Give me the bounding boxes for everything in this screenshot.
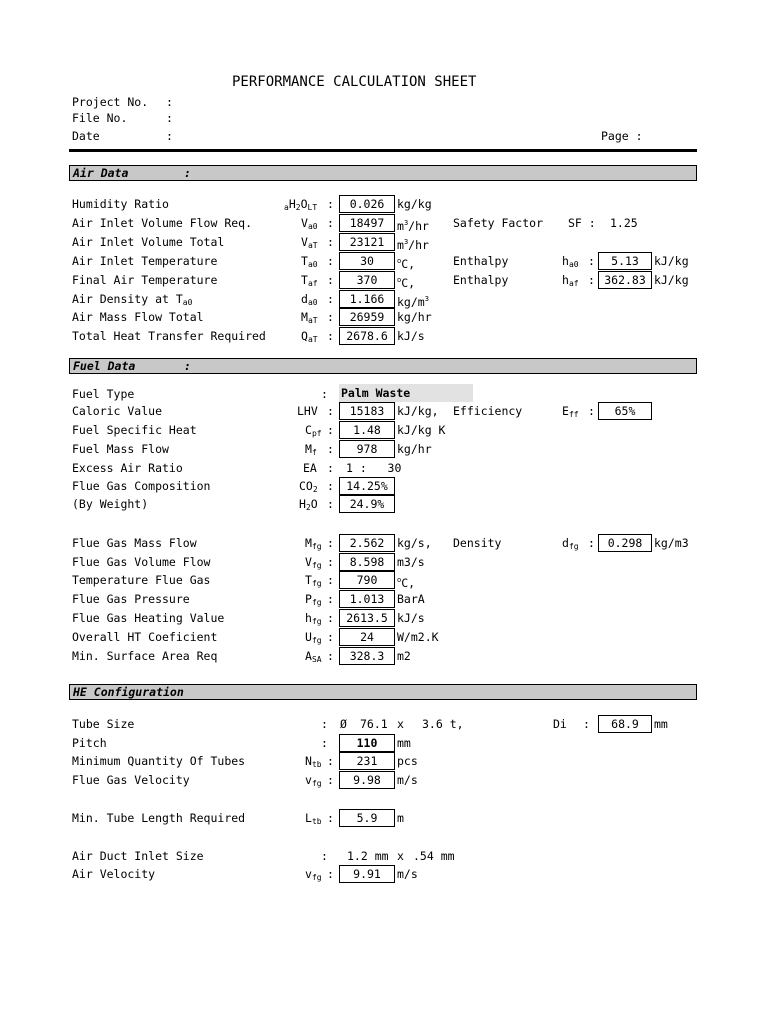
heat-label: Total Heat Transfer Required (72, 329, 266, 343)
enthalpy1-unit: kJ/kg (654, 254, 689, 268)
fg-heating-value: 2613.5 (339, 609, 395, 627)
fg-temp-label: Temperature Flue Gas (72, 573, 211, 587)
section-title-he: HE Configuration (73, 685, 184, 699)
efficiency-value: 65% (598, 402, 652, 420)
safety-factor-symbol: SF : (568, 216, 596, 230)
specific-heat-label: Fuel Specific Heat (72, 423, 197, 437)
co2-label: Flue Gas Composition (72, 479, 211, 493)
humidity-value: 0.026 (339, 195, 395, 213)
duct-size-b: .54 mm (413, 849, 455, 863)
colon: : (321, 849, 328, 863)
excess-air-label: Excess Air Ratio (72, 461, 183, 475)
colon: : (327, 536, 334, 550)
fg-density-unit: kg/m3 (654, 536, 689, 550)
colon: : (327, 273, 334, 287)
header-divider (69, 149, 697, 152)
h2o-symbol: $H_2O$ (299, 497, 318, 512)
min-tubes-label: Minimum Quantity Of Tubes (72, 754, 246, 768)
fg-vol-value: 8.598 (339, 553, 395, 571)
surface-symbol: $A_{SA}$ (305, 649, 322, 664)
vol-total-value: 23121 (339, 233, 395, 251)
enthalpy1-label: Enthalpy (453, 254, 509, 268)
fuel-mass-flow-symbol: $M_f$ (305, 442, 317, 457)
fg-vol-unit: m3/s (397, 555, 425, 569)
pitch-unit: mm (397, 736, 411, 750)
colon: : (327, 197, 334, 211)
enthalpy2-unit: kJ/kg (654, 273, 689, 287)
colon: : (327, 555, 334, 569)
heat-unit: kJ/s (397, 329, 425, 343)
tube-length-symbol: $L_{tb}$ (305, 811, 322, 826)
enthalpy1-value: 5.13 (598, 252, 652, 270)
file-no-colon: : (166, 111, 173, 125)
colon: : (327, 630, 334, 644)
vol-req-value: 18497 (339, 214, 395, 232)
tube-length-unit: m (397, 811, 404, 825)
density-symbol: $d_{a0}$ (301, 292, 318, 307)
humidity-label: Humidity Ratio (72, 197, 169, 211)
heat-value: 2678.6 (339, 327, 395, 345)
vol-total-unit: $m^3/hr$ (397, 238, 429, 252)
fuel-type-label: Fuel Type (72, 387, 135, 401)
section-colon: : (184, 166, 191, 180)
date-colon: : (166, 129, 173, 143)
colon: : (588, 404, 595, 418)
fg-velocity-unit: m/s (397, 773, 418, 787)
co2-value: 14.25% (339, 477, 395, 495)
enthalpy2-label: Enthalpy (453, 273, 509, 287)
caloric-unit: kJ/kg, (397, 404, 439, 418)
colon: : (327, 423, 334, 437)
colon: : (327, 811, 334, 825)
colon: : (321, 387, 328, 401)
section-bar-he (69, 684, 697, 700)
colon: : (327, 754, 334, 768)
date-label: Date (72, 129, 100, 143)
fg-velocity-value: 9.98 (339, 771, 395, 789)
specific-heat-symbol: $C_{pf}$ (305, 423, 322, 438)
colon: : (327, 573, 334, 587)
humidity-unit: kg/kg (397, 197, 432, 211)
colon: : (327, 867, 334, 881)
colon: : (327, 461, 334, 475)
tube-length-value: 5.9 (339, 809, 395, 827)
colon: : (321, 717, 328, 731)
colon: : (327, 611, 334, 625)
colon: : (327, 773, 334, 787)
di-label: Di (553, 717, 567, 731)
fg-density-symbol: $d_{fg}$ (562, 536, 579, 551)
air-velocity-symbol: $v_{fg}$ (305, 867, 322, 882)
fuel-mass-flow-unit: kg/hr (397, 442, 432, 456)
di-value: 68.9 (598, 715, 652, 733)
fg-temp-symbol: $T_{fg}$ (305, 573, 322, 588)
ht-coef-value: 24 (339, 628, 395, 646)
density-unit: $kg/m^3$ (397, 295, 429, 309)
project-no-colon: : (166, 95, 173, 109)
density-value: 1.166 (339, 290, 395, 308)
final-temp-value: 370 (339, 271, 395, 289)
fuel-mass-flow-value: 978 (339, 440, 395, 458)
safety-factor-label: Safety Factor (453, 216, 544, 230)
fuel-type-value: Palm Waste (339, 384, 473, 402)
colon: : (327, 216, 334, 230)
min-tubes-symbol: $N_{tb}$ (305, 754, 322, 769)
caloric-value: 15183 (339, 402, 395, 420)
tube-thickness-value: 3.6 t, (422, 717, 464, 731)
vol-req-unit: $m^3/hr$ (397, 219, 429, 233)
fg-velocity-symbol: $v_{fg}$ (305, 773, 322, 788)
fuel-mass-flow-label: Fuel Mass Flow (72, 442, 169, 456)
section-title-fuel: Fuel Data (73, 359, 136, 373)
vol-total-symbol: $V_{aT}$ (301, 235, 318, 250)
file-no-label: File No. (72, 111, 128, 125)
air-velocity-unit: m/s (397, 867, 418, 881)
specific-heat-value: 1.48 (339, 421, 395, 439)
colon: : (583, 717, 590, 731)
ht-coef-label: Overall HT Coeficient (72, 630, 218, 644)
air-velocity-label: Air Velocity (72, 867, 156, 881)
duct-label: Air Duct Inlet Size (72, 849, 204, 863)
safety-factor-value: 1.25 (610, 216, 638, 230)
colon: : (327, 592, 334, 606)
enthalpy2-symbol: $h_{af}$ (562, 273, 579, 288)
final-temp-label: Final Air Temperature (72, 273, 218, 287)
di-unit: mm (654, 717, 668, 731)
final-temp-unit: $^o$C, (397, 276, 416, 290)
duct-size-x: x (397, 849, 404, 863)
air-velocity-value: 9.91 (339, 865, 395, 883)
fg-mass-value: 2.562 (339, 534, 395, 552)
pitch-label: Pitch (72, 736, 107, 750)
fg-pressure-value: 1.013 (339, 590, 395, 608)
air-mass-flow-value: 26959 (339, 308, 395, 326)
fg-density-label: Density (453, 536, 502, 550)
air-mass-flow-label: Air Mass Flow Total (72, 310, 204, 324)
final-temp-symbol: $T_{af}$ (301, 273, 318, 288)
heat-symbol: $Q_{aT}$ (301, 329, 318, 344)
colon: : (327, 329, 334, 343)
section-title-air: Air Data (73, 166, 129, 180)
caloric-symbol: LHV (297, 404, 318, 418)
colon: : (327, 310, 334, 324)
inlet-temp-unit: $^o$C, (397, 257, 416, 271)
excess-air-value: 1 : 30 (346, 461, 402, 475)
excess-air-symbol: EA (303, 461, 317, 475)
tube-od-value: 76.1 (360, 717, 388, 731)
colon: : (588, 536, 595, 550)
colon: : (327, 254, 334, 268)
tube-size-label: Tube Size (72, 717, 135, 731)
caloric-label: Caloric Value (72, 404, 163, 418)
page-label: Page : (601, 129, 643, 143)
tube-size-x: x (397, 717, 404, 731)
section-bar-fuel (69, 358, 697, 374)
ht-coef-unit: W/m2.K (397, 630, 439, 644)
h2o-value: 24.9% (339, 495, 395, 513)
vol-req-symbol: $V_{a0}$ (301, 216, 318, 231)
page-title: PERFORMANCE CALCULATION SHEET (232, 74, 477, 90)
efficiency-symbol: $E_{ff}$ (562, 404, 579, 419)
humidity-symbol: $_aH_2O_{LT}$ (284, 197, 318, 212)
tube-diameter-symbol: Ø (340, 717, 347, 731)
section-colon: : (184, 359, 191, 373)
fg-vol-label: Flue Gas Volume Flow (72, 555, 211, 569)
fg-velocity-label: Flue Gas Velocity (72, 773, 190, 787)
air-mass-flow-symbol: $M_{aT}$ (301, 310, 318, 325)
efficiency-label: Efficiency (453, 404, 523, 418)
inlet-temp-symbol: $T_{a0}$ (301, 254, 318, 269)
colon: : (327, 404, 334, 418)
colon: : (327, 649, 334, 663)
colon: : (327, 235, 334, 249)
inlet-temp-value: 30 (339, 252, 395, 270)
co2-symbol: $CO_2$ (299, 479, 318, 494)
project-no-label: Project No. (72, 95, 149, 109)
tube-length-label: Min. Tube Length Required (72, 811, 246, 825)
fg-vol-symbol: $V_{fg}$ (305, 555, 322, 570)
duct-size-a: 1.2 mm (347, 849, 389, 863)
vol-req-label: Air Inlet Volume Flow Req. (72, 216, 253, 230)
air-mass-flow-unit: kg/hr (397, 310, 432, 324)
min-tubes-unit: pcs (397, 754, 418, 768)
colon: : (327, 442, 334, 456)
ht-coef-symbol: $U_{fg}$ (305, 630, 322, 645)
fg-mass-symbol: $M_{fg}$ (305, 536, 322, 551)
surface-label: Min. Surface Area Req (72, 649, 218, 663)
fg-density-value: 0.298 (598, 534, 652, 552)
colon: : (327, 292, 334, 306)
fg-heating-label: Flue Gas Heating Value (72, 611, 225, 625)
pitch-value: 110 (339, 734, 395, 752)
enthalpy2-value: 362.83 (598, 271, 652, 289)
colon: : (321, 736, 328, 750)
fg-mass-unit: kg/s, (397, 536, 432, 550)
surface-unit: m2 (397, 649, 411, 663)
colon: : (327, 479, 334, 493)
min-tubes-value: 231 (339, 752, 395, 770)
colon: : (327, 497, 334, 511)
fg-heating-symbol: $h_{fg}$ (305, 611, 322, 626)
density-label: Air Density at $T_{a0}$ (72, 292, 193, 307)
colon: : (588, 273, 595, 287)
fg-heating-unit: kJ/s (397, 611, 425, 625)
vol-total-label: Air Inlet Volume Total (72, 235, 225, 249)
h2o-label: (By Weight) (72, 497, 149, 511)
surface-value: 328.3 (339, 647, 395, 665)
fg-temp-unit: $^o$C, (397, 576, 416, 590)
fg-temp-value: 790 (339, 571, 395, 589)
specific-heat-unit: kJ/kg K (397, 423, 446, 437)
fg-pressure-unit: BarA (397, 592, 425, 606)
fg-mass-label: Flue Gas Mass Flow (72, 536, 197, 550)
inlet-temp-label: Air Inlet Temperature (72, 254, 218, 268)
colon: : (588, 254, 595, 268)
section-bar-air (69, 165, 697, 181)
fg-pressure-symbol: $P_{fg}$ (305, 592, 322, 607)
fg-pressure-label: Flue Gas Pressure (72, 592, 190, 606)
enthalpy1-symbol: $h_{a0}$ (562, 254, 579, 269)
